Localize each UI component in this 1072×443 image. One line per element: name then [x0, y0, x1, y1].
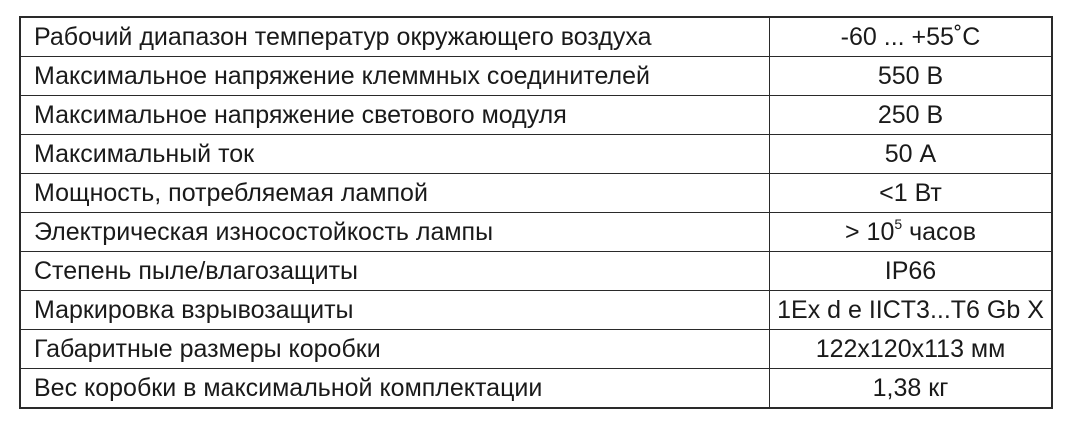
value-max-current: 50 А [770, 135, 1053, 174]
param-explosion-marking: Маркировка взрывозащиты [20, 291, 770, 330]
table-row [20, 369, 1052, 409]
table-row [20, 57, 1052, 96]
table-row [20, 252, 1052, 291]
table-row [20, 17, 1052, 57]
specifications-table [19, 16, 1053, 409]
value-light-module-voltage: 250 В [770, 96, 1053, 135]
param-lamp-power: Мощность, потребляемая лампой [20, 174, 770, 213]
value-box-dimensions: 122x120x113 мм [770, 330, 1053, 369]
value-lamp-durability [770, 213, 1053, 252]
table-row [20, 330, 1052, 369]
param-ingress-protection: Степень пыле/влагозащиты [20, 252, 770, 291]
value-lamp-durability-suffix: часов [902, 218, 976, 246]
param-box-dimensions: Габаритные размеры коробки [20, 330, 770, 369]
value-operating-temperature: -60 ... +55˚С [770, 17, 1053, 57]
param-box-weight: Вес коробки в максимальной комплектации [20, 369, 770, 409]
value-ingress-protection: IP66 [770, 252, 1053, 291]
table-row [20, 213, 1052, 252]
value-lamp-durability-prefix: > 10 [845, 218, 895, 246]
value-lamp-durability-exponent: 5 [894, 215, 903, 232]
param-max-current: Максимальный ток [20, 135, 770, 174]
param-terminal-voltage: Максимальное напряжение клеммных соединителей [20, 57, 770, 96]
table-row [20, 174, 1052, 213]
value-box-weight: 1,38 кг [770, 369, 1053, 409]
value-terminal-voltage: 550 В [770, 57, 1053, 96]
value-explosion-marking: 1Ex d e IICT3...T6 Gb X [770, 291, 1053, 330]
table-row [20, 291, 1052, 330]
table-row [20, 135, 1052, 174]
param-light-module-voltage: Максимальное напряжение светового модуля [20, 96, 770, 135]
param-lamp-durability: Электрическая износостойкость лампы [20, 213, 770, 252]
value-lamp-power: <1 Вт [770, 174, 1053, 213]
param-operating-temperature: Рабочий диапазон температур окружающего воздуха [20, 17, 770, 57]
table-row [20, 96, 1052, 135]
